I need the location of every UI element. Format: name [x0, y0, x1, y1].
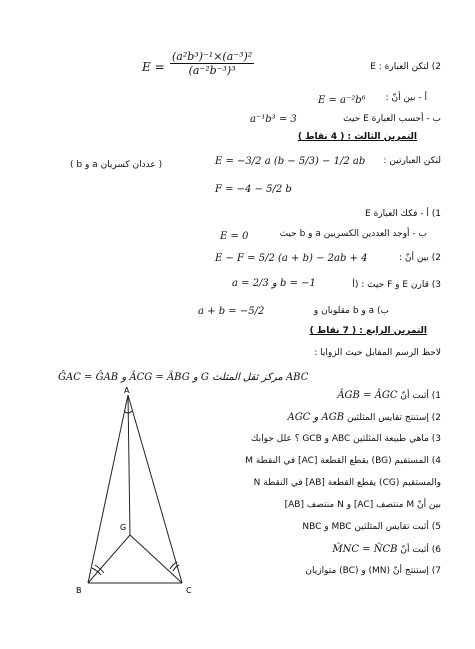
ex4-item-1-text: 1) أثبت أنّ: [400, 391, 441, 401]
segment-CG: [130, 535, 182, 583]
angle-mark-C2: [170, 562, 177, 569]
ex4-item-2-text: 2) إستنتج تقايس المثلثين: [346, 413, 441, 423]
ex3-q3b-math: a + b = −5/2: [198, 306, 265, 317]
ex4-item-5: [201, 522, 441, 544]
e-fraction: [170, 50, 254, 77]
part2-qb: ب - أحسب العبارة E حيث: [343, 114, 441, 124]
ex4-item-2: [201, 412, 441, 434]
ex4-item-1: [201, 390, 441, 412]
ex4-intro-math: ĜAC = ĜAB و ÂCG = ÂBG و G مركز ثقل المثلث ABC: [58, 372, 309, 383]
ex4-item-4b-text: والمستقيم (CG) يقطع القطعة [AB] في النقطة N: [253, 478, 441, 488]
ex3-q3b: ب) a و b مقلوبان و: [313, 306, 389, 316]
ex4-item-4b: [201, 478, 441, 500]
segment-BG: [88, 535, 130, 583]
ex3-q2-math: E − F = 5/2 (a + b) − 2ab + 4: [215, 253, 368, 264]
vertex-B-label: B: [76, 586, 82, 595]
ex4-item-4: [201, 456, 441, 478]
ex4-item-3-text: 3) ماهي طبيعة المثلثين ABC و GCB ؟ علل جوابك: [251, 434, 441, 444]
ex4-questions: [201, 390, 441, 588]
part2-intro: 2) لتكن العبارة : E: [370, 62, 441, 72]
e-numerator: (a²b³)⁻¹×(a⁻³)²: [172, 50, 253, 63]
ex4-item-4c-text: بين أنّ M منتصف [AC] و N منتصف [AB]: [284, 500, 441, 510]
e-denominator: (a⁻²b⁻³)³: [188, 64, 236, 77]
ex4-item-7: [201, 566, 441, 588]
vertex-C-label: C: [186, 586, 192, 595]
ex4-title: التمرين الرابع : ( 7 نقاط ): [309, 326, 427, 336]
ex4-item-6: [201, 544, 441, 566]
ex3-q3a: 3) قارن E و F حيث : (أ: [352, 280, 441, 290]
ex4-item-3: [201, 434, 441, 456]
ex3-q1b: ب - أوجد العددين الكسريين a و b حيث: [279, 229, 427, 239]
side-AB: [88, 395, 128, 583]
ex3-E-expr: E = −3/2 a (b − 5/3) − 1/2 ab: [215, 156, 366, 167]
part2-qb-math: a⁻¹b³ = 3: [250, 114, 297, 125]
ex4-item-2-math: AGB و AGC: [287, 412, 345, 423]
ex3-q1b-math: E = 0: [220, 231, 249, 242]
ex4-item-6-text: 6) أثبت أنّ: [400, 545, 441, 555]
ex3-q1a: 1) أ - فكك العبارة E: [365, 209, 441, 219]
ex4-item-7-text: 7) إستنتج أنّ (MN) و (BC) متوازيان: [305, 566, 441, 576]
ex3-title: التمرين الثالث : ( 4 نقاط ): [297, 132, 417, 142]
part2-qa: أ - بين أنّ :: [385, 93, 427, 103]
ex3-intro: لتكن العبارتين :: [383, 156, 441, 166]
part2-qa-math: E = a⁻²b⁶: [318, 95, 366, 106]
ex4-item-6-math: M̂NC = N̂CB: [332, 544, 398, 555]
ex4-item-5-text: 5) أثبت تقايس المثلثين MBC و NBC: [302, 522, 441, 532]
ex3-q2: 2) بين أنّ :: [398, 253, 441, 263]
vertex-A-label: A: [124, 386, 130, 395]
triangle-figure: [70, 385, 210, 605]
ex4-intro: لاحظ الرسم المقابل حيث الزوايا :: [314, 348, 441, 358]
ex4-item-4-text: 4) المستقيم (BG) يقطع القطعة [AC] في النقطة M: [245, 456, 441, 466]
segment-AG: [128, 395, 130, 535]
ex3-note: ( b و a عددان كسريان ): [70, 160, 163, 170]
ex3-F-expr: F = −4 − 5/2 b: [215, 184, 292, 195]
ex4-item-1-math: ÂGB = ÂGC: [337, 390, 398, 401]
ex4-item-4c: [201, 500, 441, 522]
side-AC: [128, 395, 182, 583]
point-G-label: G: [120, 523, 127, 532]
e-label: E =: [142, 60, 165, 74]
ex3-q3a-math: a = 2/3 و b = −1: [232, 278, 316, 289]
